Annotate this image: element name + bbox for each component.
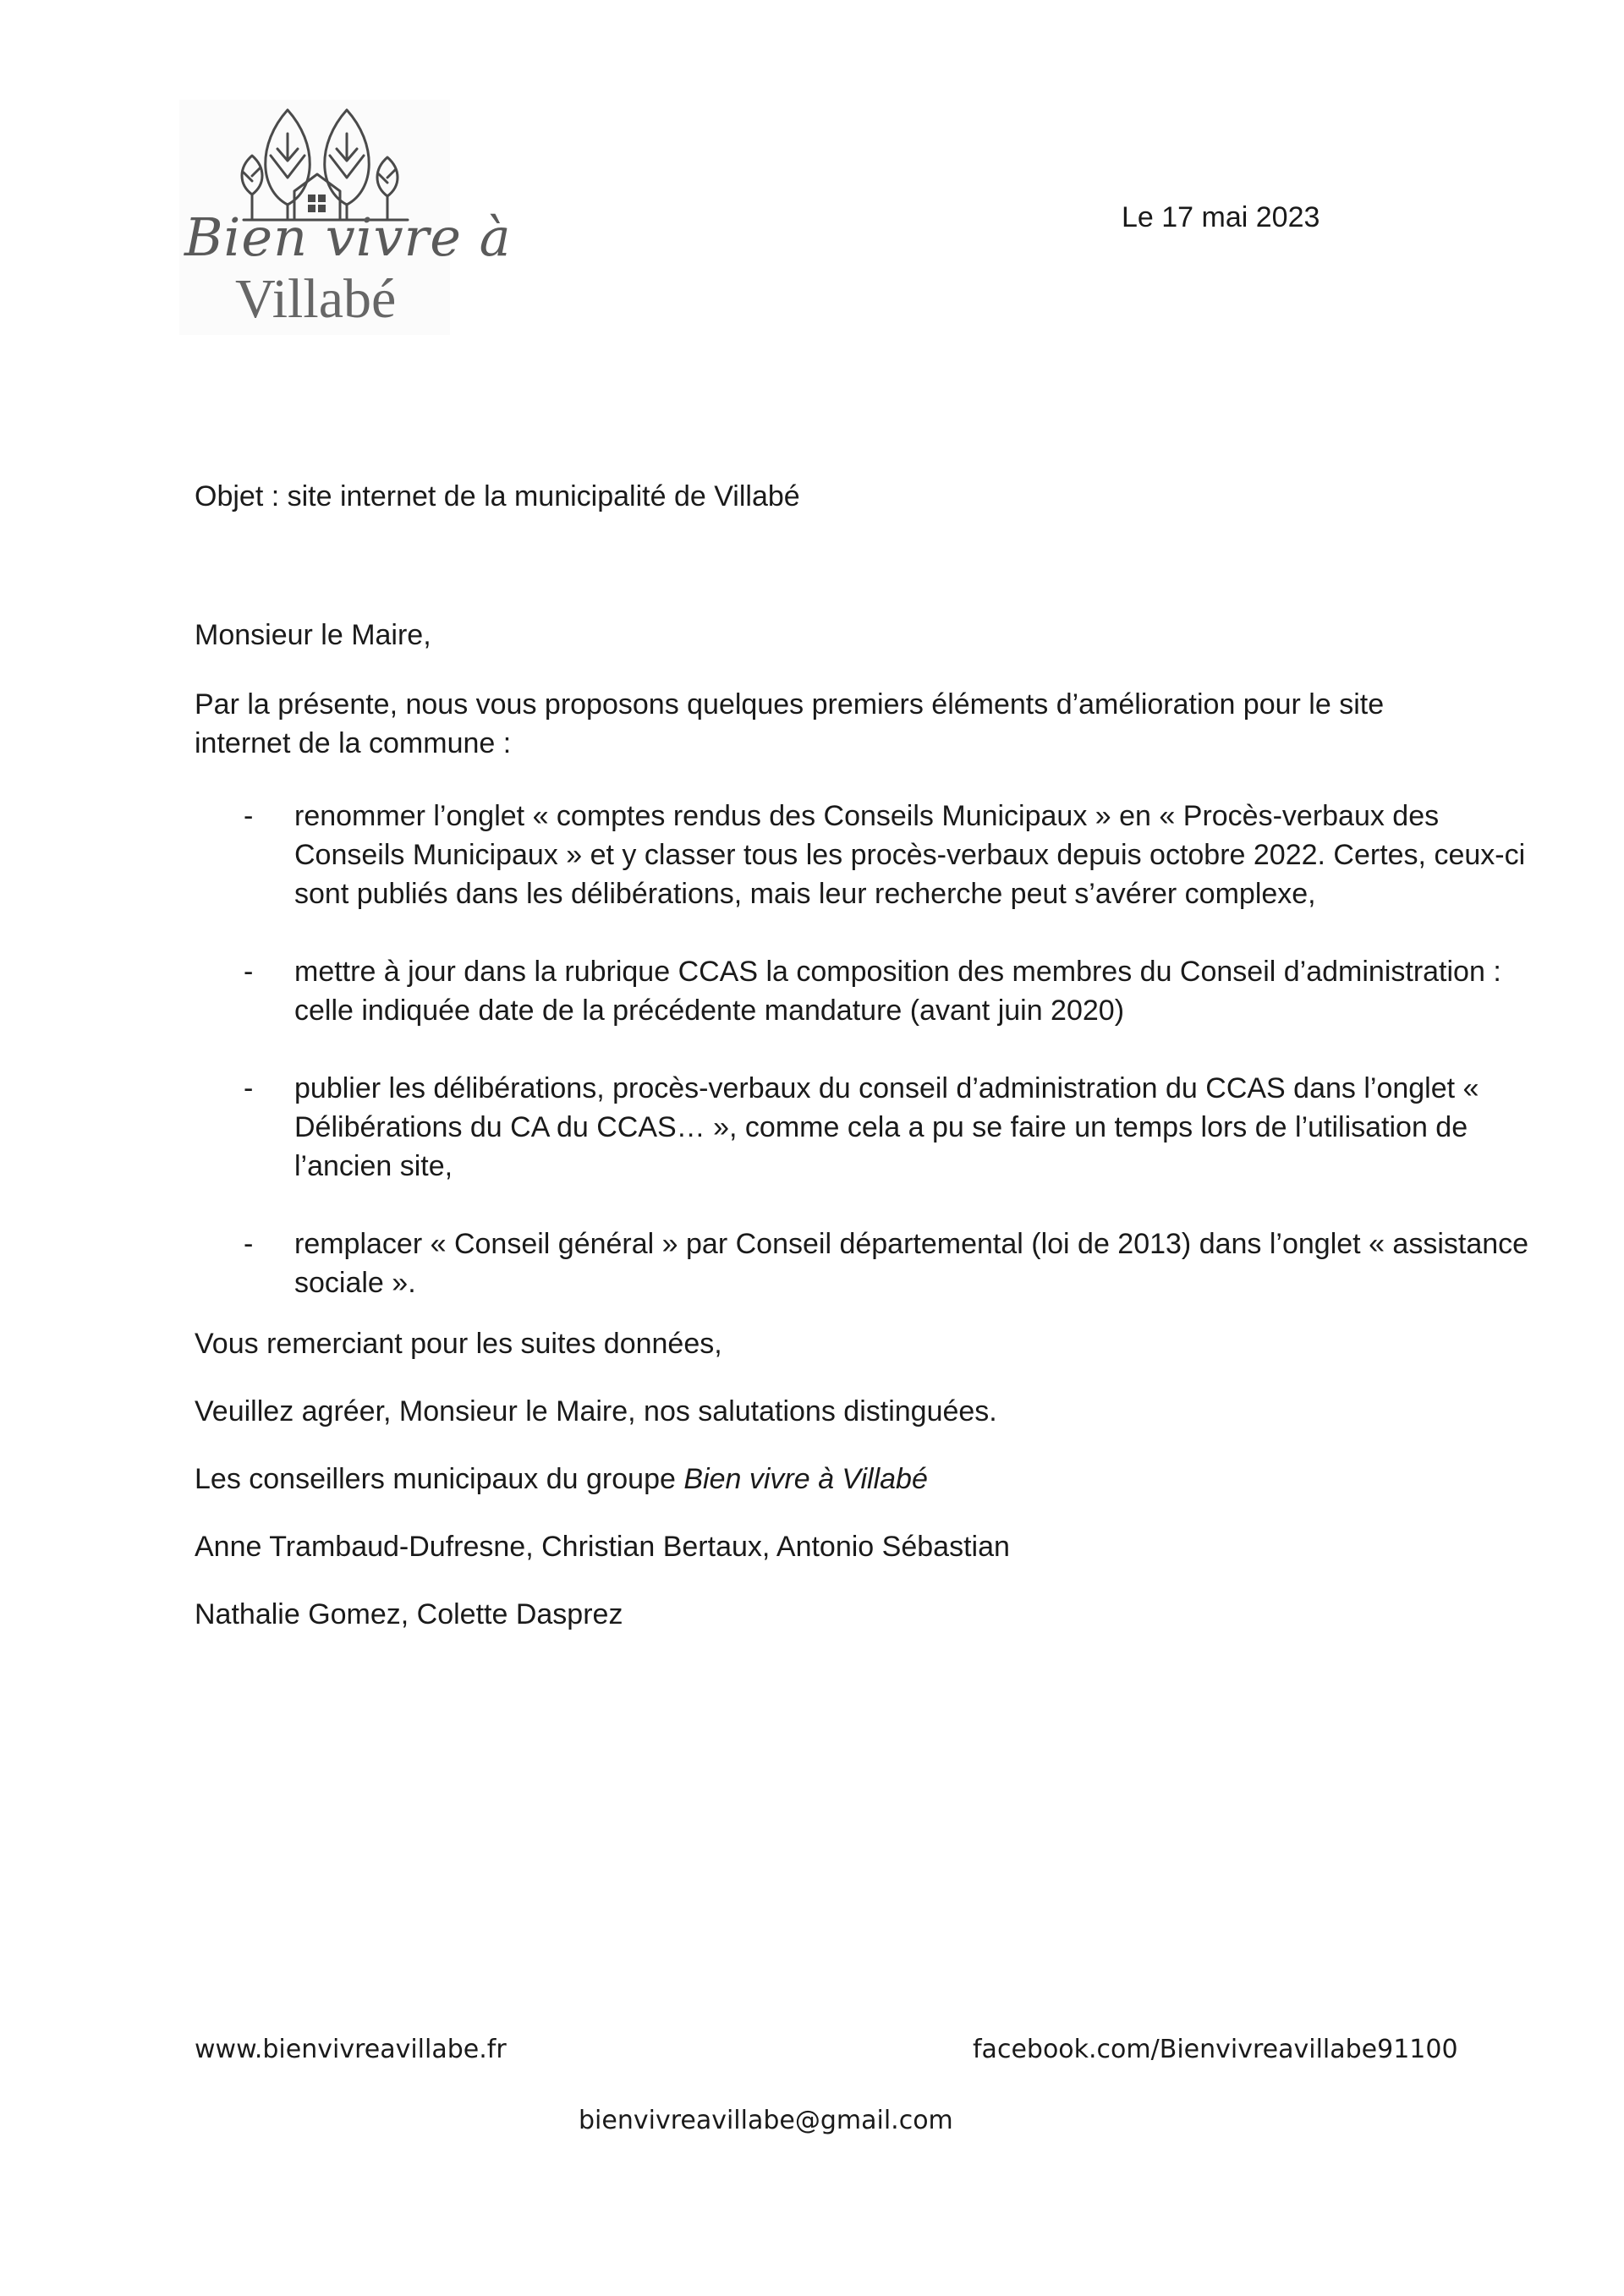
letter-body [195,616,1529,1663]
footer-facebook-link[interactable]: facebook.com/Bienvivreavillabe91100 [973,2035,1458,2064]
bullet-dash: - [244,956,254,988]
list-item [195,1069,1529,1186]
logo [179,100,512,335]
list-item-text: publier les délibérations, procès-verbaux du conseil d’administration du CCAS dans l’onglet « Délibérations du CA du CCAS… », comme cela a pu se faire un temps lors de l’utilisation de l’ancien site, [294,1072,1479,1182]
letter-subject: Objet : site internet de la municipalité de Villabé [195,480,800,512]
list-item [195,797,1529,913]
bullet-dash: - [244,800,254,832]
logo-script-text: Bien vivre à [184,206,512,268]
salutation-line: Veuillez agréer, Monsieur le Maire, nos salutations distinguées. [195,1395,997,1427]
closing-block [195,1324,1480,1634]
footer-website-link[interactable]: www.bienvivreavillabe.fr [195,2035,507,2064]
bullet-dash: - [244,1228,254,1260]
greeting: Monsieur le Maire, [195,619,431,651]
list-item-text: mettre à jour dans la rubrique CCAS la composition des membres du Conseil d’administration : celle indiquée date de la précédente mandature (avant juin 2020) [294,956,1501,1027]
list-item-text: remplacer « Conseil général » par Conseil départemental (loi de 2013) dans l’onglet « assistance sociale ». [294,1228,1529,1299]
list-item [195,1225,1529,1302]
list-item [195,952,1529,1030]
group-name: Bien vivre à Villabé [683,1463,928,1495]
thanks-line: Vous remerciant pour les suites données, [195,1328,722,1360]
signatories-line-1: Anne Trambaud-Dufresne, Christian Bertaux, Antonio Sébastian [195,1531,1010,1563]
letter-date: Le 17 mai 2023 [1122,201,1320,233]
signature-prefix: Les conseillers municipaux du groupe [195,1463,684,1495]
logo-place-text: Villabé [235,268,397,330]
signatories-line-2: Nathalie Gomez, Colette Dasprez [195,1598,623,1630]
intro-paragraph: Par la présente, nous vous proposons quelques premiers éléments d’amélioration pour le site internet de la commune : [195,688,1385,759]
request-list [195,797,1529,1302]
bullet-dash: - [244,1072,254,1104]
signature-line [195,1460,1480,1499]
footer-email-link[interactable]: bienvivreavillabe@gmail.com [579,2106,953,2135]
list-item-text: renommer l’onglet « comptes rendus des Conseils Municipaux » en « Procès-verbaux des Conseils Municipaux » et y classer tous les procès-verbaux depuis octobre 2022. Certes, ceux-ci sont publiés dans les délibérations, mais leur recherche peut s’avérer complexe, [294,800,1526,910]
